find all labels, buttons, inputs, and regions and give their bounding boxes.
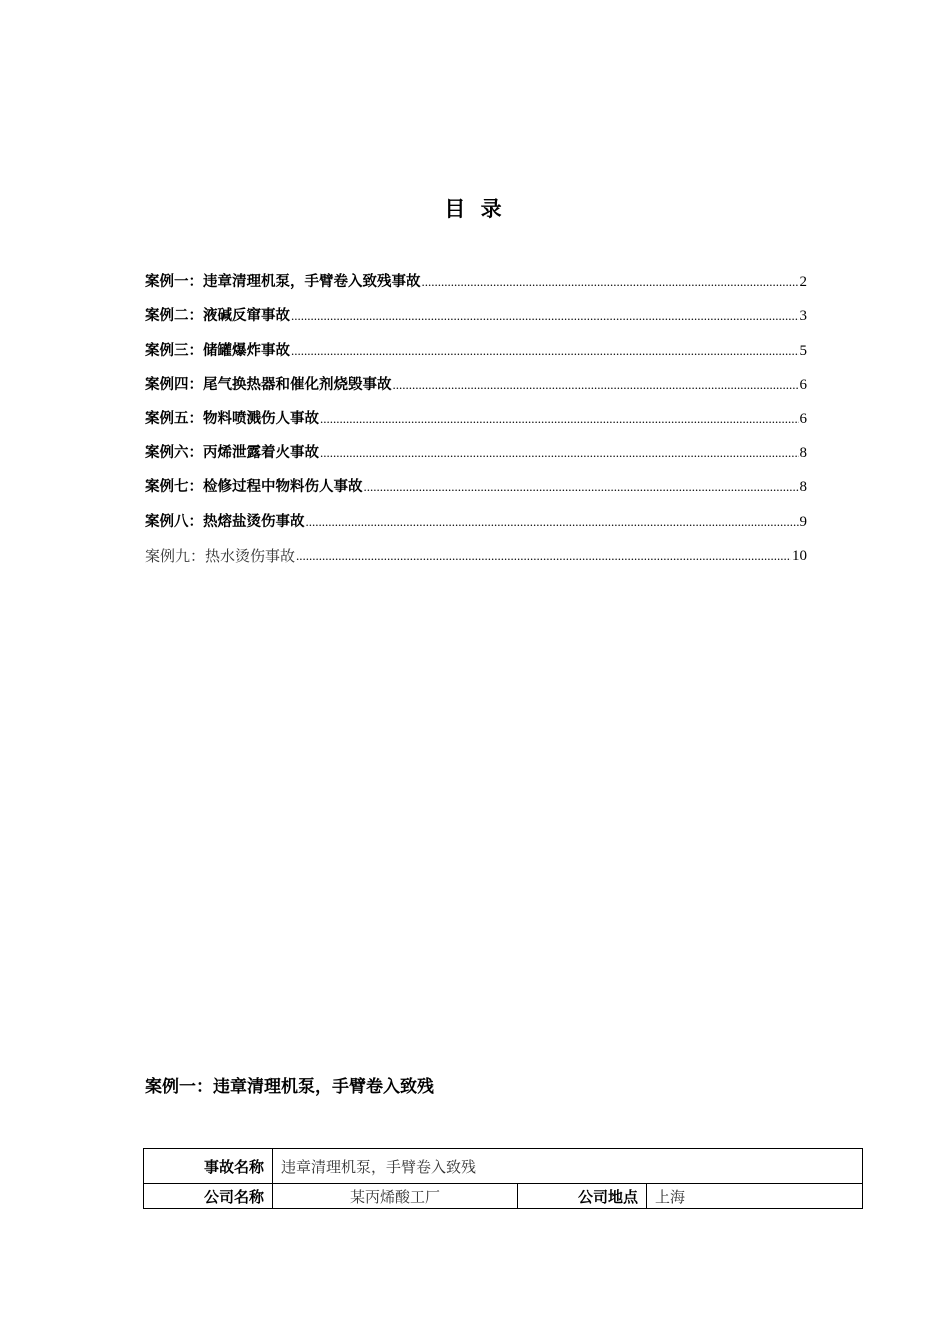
toc-entry-label: 案例三：储罐爆炸事故 xyxy=(145,342,290,359)
toc-leader-dots xyxy=(393,375,799,395)
toc-entry-page: 5 xyxy=(799,342,807,359)
toc-entry-label: 案例四：尾气换热器和催化剂烧毁事故 xyxy=(145,376,392,393)
toc-entry-label: 案例五：物料喷溅伤人事故 xyxy=(145,410,319,427)
toc-entry-7[interactable] xyxy=(145,463,807,497)
toc-entry-label: 案例九：热水烫伤事故 xyxy=(145,546,296,565)
toc-leader-dots xyxy=(296,546,791,566)
toc-leader-dots xyxy=(291,306,799,326)
toc-entry-label: 案例二：液碱反窜事故 xyxy=(145,308,290,325)
toc-entry-1[interactable] xyxy=(145,258,807,292)
toc-entry-label: 案例八：热熔盐烫伤事故 xyxy=(145,513,305,530)
toc-entry-5[interactable] xyxy=(145,395,807,429)
company-location-value: 上海 xyxy=(647,1184,863,1209)
toc-entry-2[interactable] xyxy=(145,292,807,326)
toc-entry-page: 6 xyxy=(799,410,807,427)
toc-leader-dots xyxy=(291,341,799,361)
toc-entry-6[interactable] xyxy=(145,429,807,463)
toc-leader-dots xyxy=(422,272,799,292)
table-row xyxy=(144,1149,863,1184)
company-location-label: 公司地点 xyxy=(518,1184,647,1209)
toc-title: 目 录 xyxy=(444,197,506,221)
accident-info-table xyxy=(143,1148,863,1209)
toc-entry-3[interactable] xyxy=(145,326,807,360)
toc-entry-page: 6 xyxy=(799,376,807,393)
toc-entry-page: 8 xyxy=(799,445,807,462)
toc-entry-4[interactable] xyxy=(145,361,807,395)
toc-entry-label: 案例六：丙烯泄露着火事故 xyxy=(145,445,319,462)
toc-entry-label: 案例一：违章清理机泵，手臂卷入致残事故 xyxy=(145,274,421,291)
toc-entry-page: 8 xyxy=(799,479,807,496)
toc-leader-dots xyxy=(320,409,799,429)
toc-leader-dots xyxy=(320,443,799,463)
toc-entry-page: 9 xyxy=(799,513,807,530)
toc-entry-9[interactable] xyxy=(145,532,807,566)
accident-name-label: 事故名称 xyxy=(144,1149,273,1184)
toc-entry-page: 10 xyxy=(792,547,807,564)
toc-entry-8[interactable] xyxy=(145,497,807,531)
accident-name-value: 违章清理机泵，手臂卷入致残 xyxy=(273,1149,863,1184)
toc-leader-dots xyxy=(306,512,799,532)
table-of-contents xyxy=(145,258,807,566)
table-row xyxy=(144,1184,863,1209)
section-heading: 案例一：违章清理机泵，手臂卷入致残 xyxy=(145,1077,434,1097)
toc-leader-dots xyxy=(364,477,799,497)
toc-entry-label: 案例七：检修过程中物料伤人事故 xyxy=(145,479,363,496)
company-name-label: 公司名称 xyxy=(144,1184,273,1209)
toc-entry-page: 2 xyxy=(799,274,807,291)
toc-entry-page: 3 xyxy=(799,308,807,325)
company-name-value: 某丙烯酸工厂 xyxy=(273,1184,518,1209)
